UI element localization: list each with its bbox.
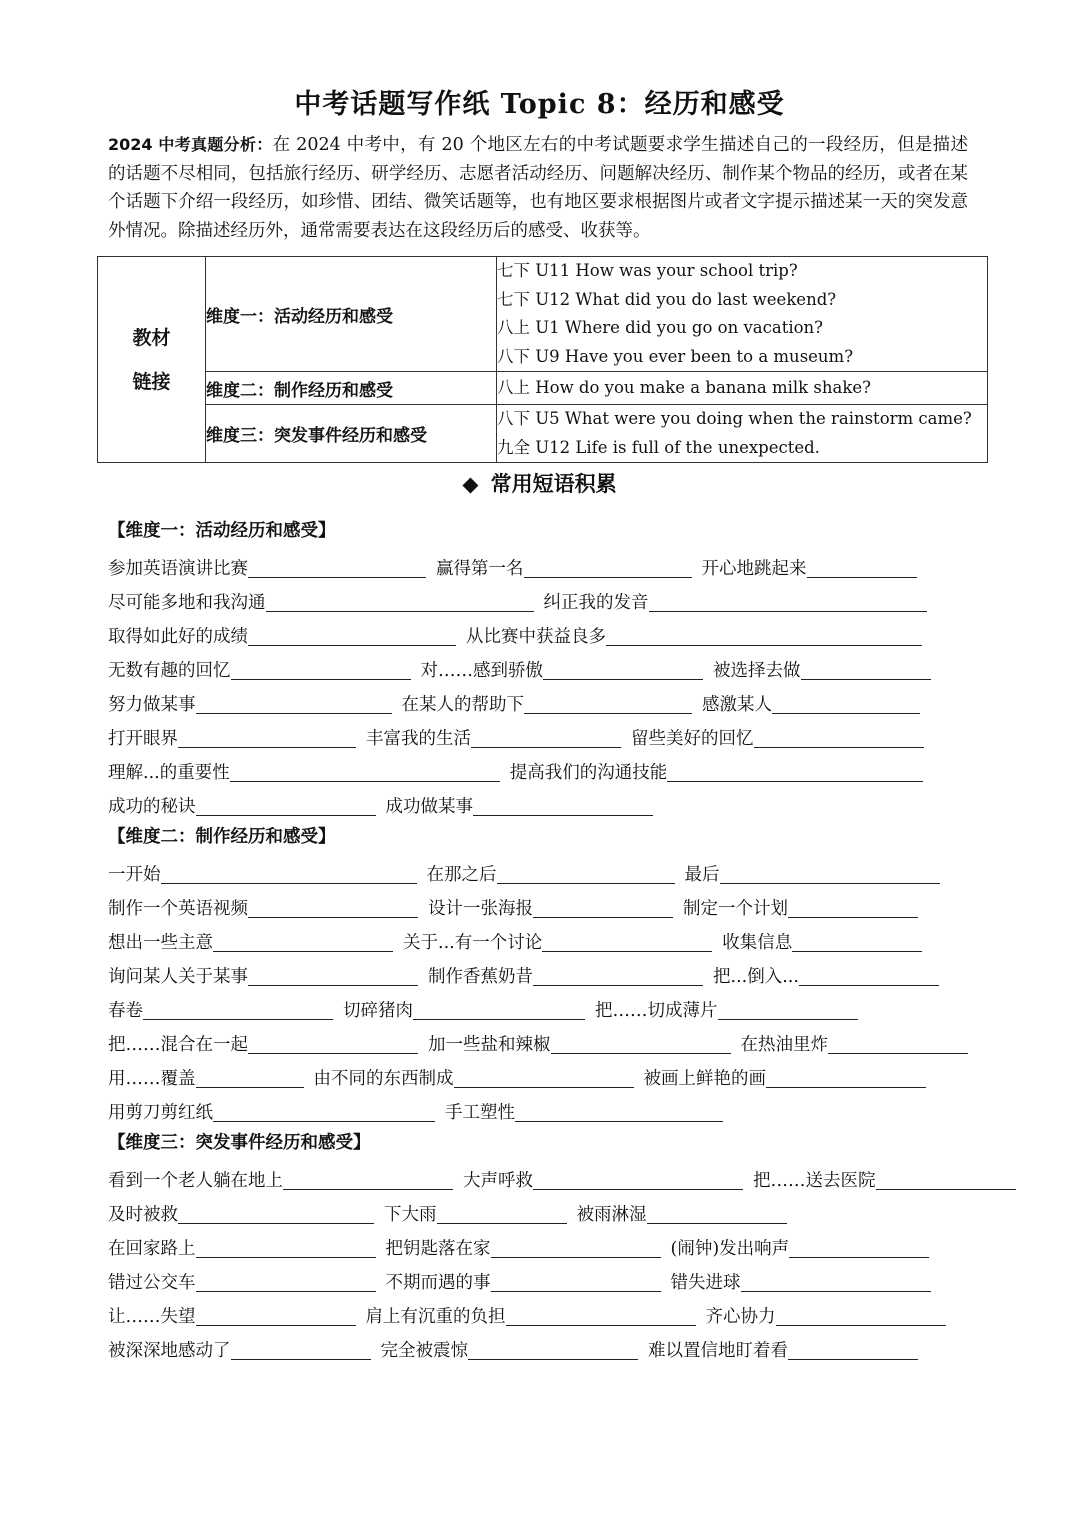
phrase-item	[402, 691, 693, 716]
phrase-label: 最后	[684, 865, 720, 885]
page-title: 中考话题写作纸 Topic 8：经历和感受	[294, 89, 785, 120]
answer-blank[interactable]	[248, 625, 456, 646]
phrase-label: 理解...的重要性	[108, 763, 230, 783]
answer-blank[interactable]	[792, 931, 922, 952]
phrase-row	[108, 546, 965, 580]
intro-text: 在 2024 中考中，有 20 个地区左右的中考试题要求学生描述自己的一段经历，但是描述的话题不尽相同，包括旅行经历、研学经历、志愿者活动经历、问题解决经历、制作某个物品的经历，或者在某个话题下介绍一段经历，如珍惜、团结、微笑话题等，也有地区要求根据图片或者文字提示描述某一天的突发意外情况。除描述经历外，通常需要表达在这段经历后的感受、收获等。	[108, 135, 968, 241]
phrase-row	[108, 1294, 965, 1328]
phrase-item	[702, 691, 920, 716]
answer-blank[interactable]	[248, 1033, 418, 1054]
phrase-label: 看到一个老人躺在地上	[108, 1171, 283, 1191]
link-units: 八上 How do you make a banana milk shake?	[497, 372, 988, 405]
phrase-label: (闹钟)发出响声	[670, 1239, 790, 1259]
phrase-item	[722, 929, 922, 954]
answer-blank[interactable]	[667, 761, 923, 782]
phrase-item	[436, 555, 692, 580]
section-title: ◆ 常用短语积累	[462, 471, 617, 496]
phrase-label: 制作一个英语视频	[108, 899, 248, 919]
phrase-row	[108, 1090, 965, 1124]
answer-blank[interactable]	[437, 1203, 567, 1224]
answer-blank[interactable]	[801, 659, 931, 680]
phrase-label: 开心地跳起来	[701, 559, 807, 579]
answer-blank[interactable]	[524, 693, 692, 714]
phrase-label: 及时被救	[108, 1205, 178, 1225]
phrase-label: 用……覆盖	[108, 1069, 196, 1089]
phrase-label: 收集信息	[722, 933, 793, 953]
answer-blank[interactable]	[515, 1101, 723, 1122]
phrase-label: 大声呼救	[463, 1171, 533, 1191]
phrase-label: 肩上有沉重的负担	[365, 1307, 506, 1327]
phrase-item	[381, 1337, 639, 1362]
phrase-row	[108, 1056, 965, 1090]
dimension-heading: 【维度一：活动经历和感受】	[108, 521, 336, 541]
answer-blank[interactable]	[454, 1067, 634, 1088]
answer-blank[interactable]	[828, 1033, 968, 1054]
phrase-row	[108, 784, 965, 818]
phrase-item	[445, 1099, 723, 1124]
phrase-label: 被雨淋湿	[576, 1205, 647, 1225]
answer-blank[interactable]	[647, 1203, 787, 1224]
phrase-item	[108, 1099, 435, 1124]
phrase-item	[108, 623, 456, 648]
phrase-row	[108, 682, 965, 716]
phrase-label: 在热油里炸	[740, 1035, 828, 1055]
phrase-item	[108, 793, 376, 818]
answer-blank[interactable]	[491, 1271, 661, 1292]
answer-blank[interactable]	[741, 1271, 931, 1292]
phrase-item	[108, 555, 426, 580]
answer-blank[interactable]	[776, 1305, 946, 1326]
phrase-row	[108, 1192, 965, 1226]
phrase-label: 努力做某事	[108, 695, 196, 715]
phrase-item	[108, 657, 411, 682]
phrase-item	[427, 861, 675, 886]
phrase-item	[366, 725, 621, 750]
phrase-item	[108, 1065, 304, 1090]
phrase-item	[683, 895, 918, 920]
phrase-label: 尽可能多地和我沟通	[108, 593, 266, 613]
answer-blank[interactable]	[533, 965, 703, 986]
phrase-item	[648, 1337, 918, 1362]
answer-blank[interactable]	[231, 659, 411, 680]
phrase-item	[403, 929, 712, 954]
answer-blank[interactable]	[196, 1305, 356, 1326]
answer-blank[interactable]	[718, 999, 858, 1020]
answer-blank[interactable]	[551, 1033, 731, 1054]
phrase-label: 难以置信地盯着看	[648, 1341, 788, 1361]
phrase-item	[108, 691, 392, 716]
answer-blank[interactable]	[196, 1067, 304, 1088]
phrase-item	[108, 997, 333, 1022]
phrase-item	[108, 1031, 418, 1056]
phrase-label: 在回家路上	[108, 1239, 196, 1259]
phrase-label: 把...倒入...	[713, 967, 799, 987]
phrase-row	[108, 886, 965, 920]
phrase-row	[108, 1328, 965, 1362]
phrase-item	[386, 1235, 661, 1260]
phrase-label: 关于...有一个讨论	[403, 933, 543, 953]
phrase-label: 把……送去医院	[753, 1171, 876, 1191]
answer-blank[interactable]	[248, 897, 418, 918]
phrase-item	[108, 725, 356, 750]
phrase-row	[108, 1022, 965, 1056]
phrase-row	[108, 988, 965, 1022]
phrase-item	[384, 1201, 567, 1226]
answer-blank[interactable]	[649, 591, 927, 612]
textbook-links-label: 教材 链接	[98, 257, 206, 463]
phrase-row	[108, 920, 965, 954]
phrase-label: 参加英语演讲比赛	[108, 559, 248, 579]
phrase-label: 一开始	[108, 865, 161, 885]
intro-paragraph	[108, 131, 968, 245]
textbook-links-table	[97, 256, 988, 463]
answer-blank[interactable]	[542, 931, 712, 952]
phrase-label: 下大雨	[384, 1205, 437, 1225]
answer-blank[interactable]	[143, 999, 333, 1020]
phrase-label: 错失进球	[670, 1273, 741, 1293]
answer-blank[interactable]	[524, 557, 692, 578]
answer-blank[interactable]	[788, 1339, 918, 1360]
answer-blank[interactable]	[473, 795, 653, 816]
answer-blank[interactable]	[178, 1203, 374, 1224]
phrase-item	[366, 1303, 696, 1328]
phrase-label: 取得如此好的成绩	[108, 627, 248, 647]
phrase-item	[706, 1303, 946, 1328]
answer-blank[interactable]	[799, 965, 939, 986]
link-dimension: 维度三：突发事件经历和感受	[206, 405, 497, 463]
phrase-item	[753, 1167, 1016, 1192]
phrase-label: 感激某人	[702, 695, 772, 715]
phrase-item	[671, 1269, 931, 1294]
phrase-row	[108, 852, 965, 886]
answer-blank[interactable]	[213, 1101, 435, 1122]
phrase-row	[108, 1226, 965, 1260]
phrase-item	[108, 759, 500, 784]
diamond-icon: ◆	[462, 472, 479, 496]
answer-blank[interactable]	[491, 1237, 661, 1258]
phrase-item	[108, 1269, 376, 1294]
answer-blank[interactable]	[720, 863, 940, 884]
answer-blank[interactable]	[606, 625, 922, 646]
phrase-item	[386, 1269, 661, 1294]
phrase-item	[466, 623, 922, 648]
phrase-item	[702, 555, 917, 580]
phrase-row	[108, 648, 965, 682]
phrase-label: 想出一些主意	[108, 933, 213, 953]
answer-blank[interactable]	[506, 1305, 696, 1326]
phrase-label: 齐心协力	[705, 1307, 776, 1327]
phrase-item	[108, 861, 417, 886]
phrase-item	[108, 1337, 371, 1362]
link-units: 七下 U11 How was your school trip? 七下 U12 What did you do last weekend? 八上 U1 Where did you go on vacation? 八下 U9 Have you ever been to a museum?	[497, 257, 988, 372]
phrase-item	[314, 1065, 634, 1090]
answer-blank[interactable]	[533, 1169, 743, 1190]
phrase-item	[108, 963, 418, 988]
phrase-item	[108, 1201, 374, 1226]
phrase-label: 赢得第一名	[436, 559, 524, 579]
phrase-item	[428, 963, 703, 988]
answer-blank[interactable]	[248, 965, 418, 986]
link-dimension: 维度一：活动经历和感受	[206, 257, 497, 372]
phrase-label: 由不同的东西制成	[313, 1069, 454, 1089]
answer-blank[interactable]	[230, 761, 500, 782]
phrase-item	[741, 1031, 969, 1056]
phrase-item	[108, 895, 418, 920]
phrase-label: 春卷	[108, 1001, 143, 1021]
answer-blank[interactable]	[248, 557, 426, 578]
phrase-item	[685, 861, 940, 886]
phrase-row	[108, 614, 965, 648]
phrase-item	[108, 929, 393, 954]
answer-blank[interactable]	[876, 1169, 1016, 1190]
answer-blank[interactable]	[468, 1339, 638, 1360]
answer-blank[interactable]	[788, 897, 918, 918]
phrase-item	[463, 1167, 743, 1192]
phrase-label: 在那之后	[426, 865, 497, 885]
answer-blank[interactable]	[754, 727, 924, 748]
phrase-label: 丰富我的生活	[366, 729, 471, 749]
answer-blank[interactable]	[196, 1237, 376, 1258]
phrase-label: 成功做某事	[385, 797, 473, 817]
answer-blank[interactable]	[266, 591, 534, 612]
phrase-item	[108, 1167, 453, 1192]
answer-blank[interactable]	[772, 693, 920, 714]
link-dimension: 维度二：制作经历和感受	[206, 372, 497, 405]
phrase-label: 让……失望	[108, 1307, 196, 1327]
phrase-label: 提高我们的沟通技能	[509, 763, 668, 783]
phrase-label: 纠正我的发音	[543, 593, 649, 613]
phrase-label: 把……切成薄片	[595, 1001, 718, 1021]
phrase-label: 手工塑性	[445, 1103, 515, 1123]
intro-label: 2024 中考真题分析：	[108, 135, 273, 154]
phrase-item	[108, 589, 534, 614]
phrase-item	[343, 997, 585, 1022]
phrase-label: 询问某人关于某事	[108, 967, 248, 987]
phrase-row	[108, 750, 965, 784]
answer-blank[interactable]	[283, 1169, 453, 1190]
answer-blank[interactable]	[196, 693, 392, 714]
answer-blank[interactable]	[231, 1339, 371, 1360]
phrase-label: 切碎猪肉	[343, 1001, 413, 1021]
answer-blank[interactable]	[497, 863, 675, 884]
answer-blank[interactable]	[543, 659, 703, 680]
phrase-label: 留些美好的回忆	[631, 729, 754, 749]
phrase-row	[108, 580, 965, 614]
phrase-item	[421, 657, 704, 682]
phrase-label: 被选择去做	[713, 661, 801, 681]
phrase-label: 完全被震惊	[380, 1341, 468, 1361]
phrase-label: 制作香蕉奶昔	[428, 967, 533, 987]
phrase-label: 无数有趣的回忆	[108, 661, 231, 681]
dimension-heading: 【维度三：突发事件经历和感受】	[108, 1133, 371, 1153]
phrase-item	[510, 759, 924, 784]
phrase-label: 把钥匙落在家	[385, 1239, 491, 1259]
phrase-label: 加一些盐和辣椒	[428, 1035, 551, 1055]
answer-blank[interactable]	[196, 795, 376, 816]
link-units: 八下 U5 What were you doing when the rainstorm came? 九全 U12 Life is full of the unexpected.	[497, 405, 988, 463]
phrase-item	[713, 657, 931, 682]
phrase-item	[577, 1201, 787, 1226]
answer-blank[interactable]	[471, 727, 621, 748]
phrase-item	[428, 895, 673, 920]
phrase-label: 在某人的帮助下	[401, 695, 524, 715]
answer-blank[interactable]	[161, 863, 417, 884]
phrase-item	[108, 1303, 356, 1328]
answer-blank[interactable]	[196, 1271, 376, 1292]
phrase-row	[108, 954, 965, 988]
phrase-label: 被画上鲜艳的画	[643, 1069, 766, 1089]
phrase-label: 把……混合在一起	[108, 1035, 248, 1055]
phrase-label: 从比赛中获益良多	[466, 627, 606, 647]
answer-blank[interactable]	[789, 1237, 929, 1258]
phrase-label: 制定一个计划	[683, 899, 788, 919]
phrase-item	[631, 725, 924, 750]
phrase-label: 用剪刀剪红纸	[108, 1103, 213, 1123]
phrase-item	[644, 1065, 927, 1090]
phrase-label: 错过公交车	[108, 1273, 196, 1293]
answer-blank[interactable]	[766, 1067, 926, 1088]
phrase-label: 打开眼界	[108, 729, 178, 749]
phrase-item	[595, 997, 858, 1022]
answer-blank[interactable]	[213, 931, 393, 952]
phrase-item	[671, 1235, 930, 1260]
phrase-item	[428, 1031, 731, 1056]
phrase-row	[108, 1260, 965, 1294]
phrase-item	[108, 1235, 376, 1260]
dimension-heading: 【维度二：制作经历和感受】	[108, 827, 336, 847]
phrase-label: 成功的秘诀	[108, 797, 196, 817]
phrase-item	[386, 793, 654, 818]
phrase-item	[544, 589, 927, 614]
answer-blank[interactable]	[178, 727, 356, 748]
answer-blank[interactable]	[413, 999, 585, 1020]
phrase-label: 不期而遇的事	[385, 1273, 491, 1293]
phrase-item	[713, 963, 939, 988]
phrase-label: 设计一张海报	[428, 899, 533, 919]
phrase-row	[108, 716, 965, 750]
answer-blank[interactable]	[807, 557, 917, 578]
answer-blank[interactable]	[533, 897, 673, 918]
phrase-row	[108, 1158, 965, 1192]
phrase-label: 对……感到骄傲	[420, 661, 543, 681]
phrase-label: 被深深地感动了	[108, 1341, 231, 1361]
